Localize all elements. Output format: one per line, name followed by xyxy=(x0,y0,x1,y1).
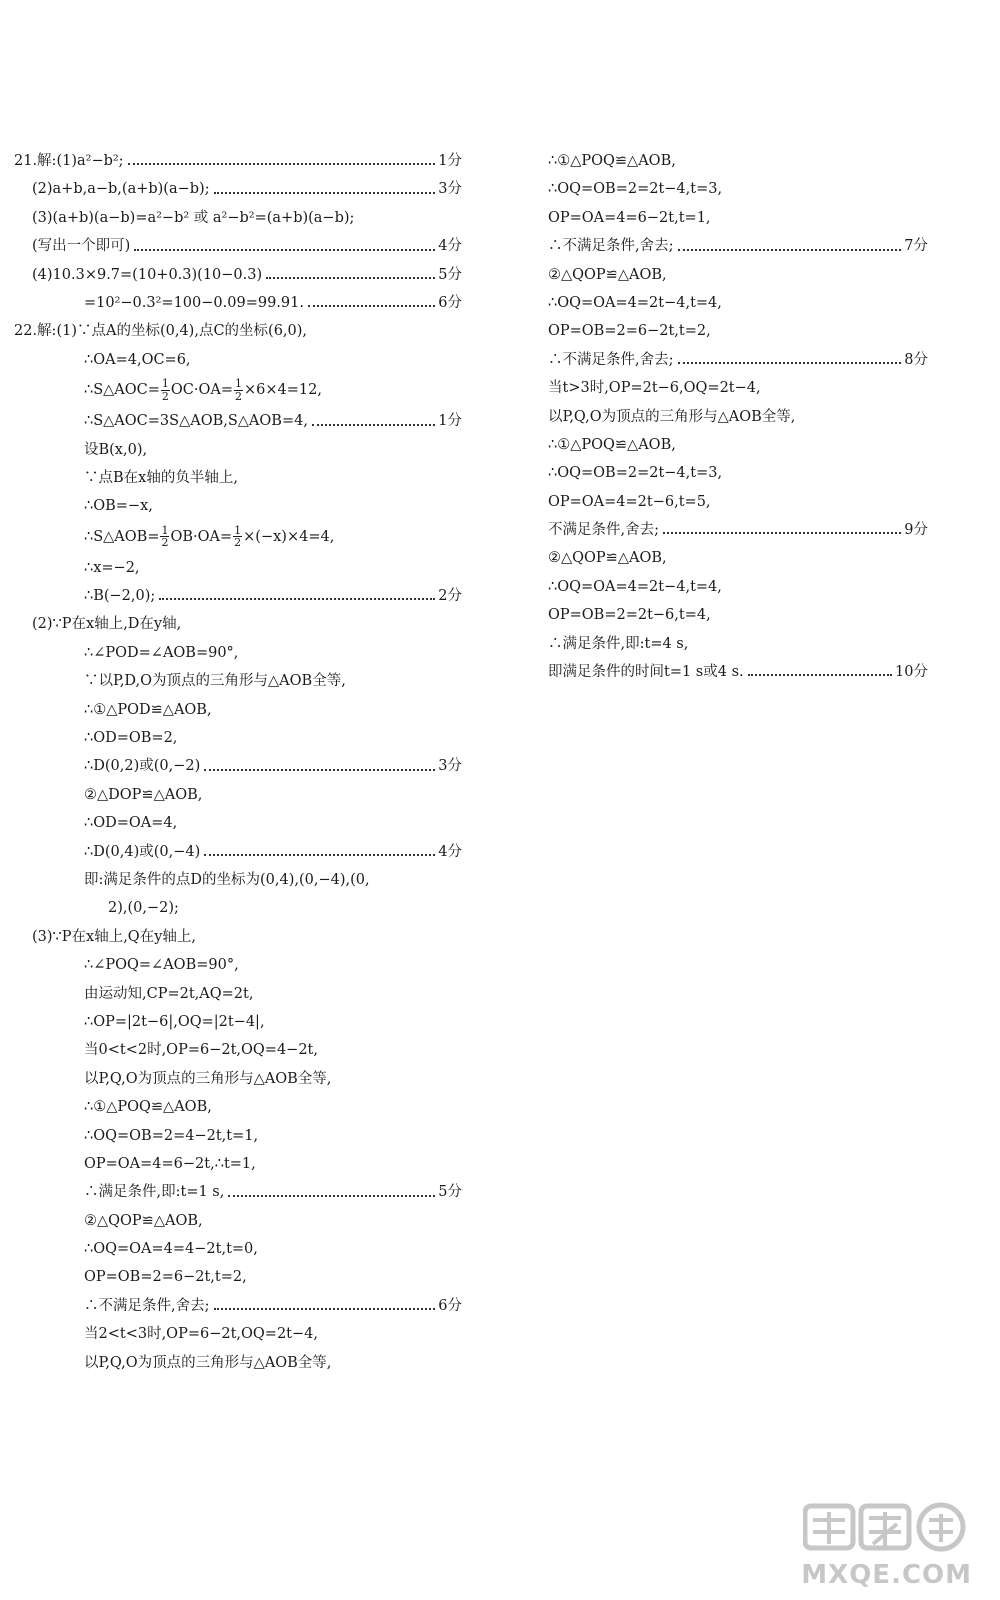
score-mark: 5分 xyxy=(438,1184,462,1201)
left-line xyxy=(14,256,462,284)
dot-leader xyxy=(678,249,902,251)
line-text: 由运动知,CP=2t,AQ=2t, xyxy=(84,985,254,1002)
line-text: ∴①△POQ≌△AOB, xyxy=(84,1099,212,1116)
line-text: ∴OP=|2t−6|,OQ=|2t−4|, xyxy=(84,1013,265,1030)
right-line xyxy=(548,142,928,170)
score-mark: 5分 xyxy=(438,266,462,283)
dot-leader xyxy=(663,532,901,534)
right-line xyxy=(548,369,928,397)
left-line xyxy=(14,776,462,804)
line-text: ∴不满足条件,舍去; xyxy=(548,238,674,255)
line-text: ②△QOP≌△AOB, xyxy=(548,550,667,567)
right-line xyxy=(548,539,928,567)
right-line xyxy=(548,284,928,312)
left-line xyxy=(14,431,462,459)
left-line xyxy=(14,1117,462,1145)
left-line xyxy=(14,284,462,312)
line-text: ∵点B在x轴的负半轴上, xyxy=(84,469,238,486)
watermark-site: MXQE.COM xyxy=(801,1560,972,1590)
score-mark: 1分 xyxy=(438,413,462,430)
left-line xyxy=(14,1060,462,1088)
dot-leader xyxy=(228,1195,435,1197)
line-text: (写出一个即可) xyxy=(32,238,131,255)
left-line xyxy=(14,1258,462,1286)
line-text: ∴D(0,2)或(0,−2) xyxy=(84,758,201,775)
left-line xyxy=(14,691,462,719)
left-line xyxy=(14,861,462,889)
dot-leader xyxy=(204,854,435,856)
line-text: OP=OA=4=6−2t,t=1, xyxy=(548,209,711,226)
right-line xyxy=(548,426,928,454)
line-text: ∵以P,D,O为顶点的三角形与△AOB全等, xyxy=(84,673,346,690)
fraction: $\frac{1}{2}$ xyxy=(234,523,242,550)
left-line xyxy=(14,634,462,662)
left-line xyxy=(14,662,462,690)
line-text: OP=OA=4=6−2t,∴t=1, xyxy=(84,1155,256,1172)
left-line xyxy=(14,1287,462,1315)
watermark-logo xyxy=(803,1502,968,1552)
line-text: ∴OQ=OA=4=4−2t,t=0, xyxy=(84,1241,258,1258)
line-text: 以P,Q,O为顶点的三角形与△AOB全等, xyxy=(84,1354,332,1371)
score-mark: 7分 xyxy=(904,238,928,255)
fraction: $\frac{1}{2}$ xyxy=(161,523,169,550)
line-text: (3)∵P在x轴上,Q在y轴上, xyxy=(32,928,196,945)
fraction: $\frac{1}{2}$ xyxy=(161,377,169,403)
right-line xyxy=(548,454,928,482)
right-line xyxy=(548,227,928,255)
score-mark: 9分 xyxy=(904,522,928,539)
line-text: ∴B(−2,0); xyxy=(84,588,156,605)
left-line xyxy=(14,1173,462,1201)
line-text: ∴S△AOC= $\frac{1}{2}$ OC·OA= $\frac{1}{2}$ ×6×4=12, xyxy=(84,377,322,403)
line-text: 当0<t<2时,OP=6−2t,OQ=4−2t, xyxy=(84,1042,318,1059)
left-line xyxy=(14,1145,462,1173)
line-text: (3)(a+b)(a−b)=a²−b² 或 a²−b²=(a+b)(a−b); xyxy=(32,209,355,226)
right-line xyxy=(548,199,928,227)
left-line xyxy=(14,946,462,974)
score-mark: 8分 xyxy=(904,351,928,368)
right-line xyxy=(548,170,928,198)
line-text: 21.解:(1)a²−b²; xyxy=(14,153,124,169)
score-mark: 2分 xyxy=(438,588,462,605)
line-text: 以P,Q,O为顶点的三角形与△AOB全等, xyxy=(84,1070,332,1087)
left-line xyxy=(14,1003,462,1031)
left-line xyxy=(14,1088,462,1116)
right-line xyxy=(548,568,928,596)
dot-leader xyxy=(312,424,435,426)
left-line xyxy=(14,170,462,198)
left-line xyxy=(14,918,462,946)
left-line xyxy=(14,577,462,605)
dot-leader xyxy=(266,277,435,279)
left-line xyxy=(14,747,462,775)
left-line xyxy=(14,199,462,227)
left-line xyxy=(14,487,462,515)
line-text: ∴S△AOC=3S△AOB,S△AOB=4, xyxy=(84,413,308,430)
right-line xyxy=(548,625,928,653)
line-text: ∴S△AOB= $\frac{1}{2}$ OB·OA= $\frac{1}{2}$ ×(−x)×4=4, xyxy=(84,523,335,550)
line-text: ∴∠POD=∠AOB=90°, xyxy=(84,644,239,661)
line-text: ∴∠POQ=∠AOB=90°, xyxy=(84,957,239,974)
line-text: ∴不满足条件,舍去; xyxy=(548,351,674,368)
left-line xyxy=(14,1031,462,1059)
fraction: $\frac{1}{2}$ xyxy=(235,377,243,403)
left-line xyxy=(14,1344,462,1372)
line-text: ②△QOP≌△AOB, xyxy=(548,266,667,283)
left-line xyxy=(14,227,462,255)
line-text: (2)∵P在x轴上,D在y轴, xyxy=(32,616,182,633)
dot-leader xyxy=(214,1308,436,1310)
score-mark: 1分 xyxy=(438,153,462,169)
line-text: 即:满足条件的点D的坐标为(0,4),(0,−4),(0, xyxy=(84,871,370,888)
line-text: ∴①△POQ≌△AOB, xyxy=(548,436,676,453)
line-text: 设B(x,0), xyxy=(84,441,148,458)
right-line xyxy=(548,511,928,539)
right-line xyxy=(548,398,928,426)
right-line xyxy=(548,483,928,511)
line-text: 即满足条件的时间t=1 s或4 s. xyxy=(548,664,744,681)
line-text: OP=OB=2=6−2t,t=2, xyxy=(84,1269,247,1286)
right-column xyxy=(548,142,928,681)
left-line xyxy=(14,312,462,340)
dot-leader xyxy=(128,163,436,165)
score-mark: 4分 xyxy=(438,843,462,860)
line-text: ②△DOP≌△AOB, xyxy=(84,786,203,803)
left-line xyxy=(14,369,462,402)
right-line xyxy=(548,341,928,369)
line-text: ∴满足条件,即:t=1 s, xyxy=(84,1184,225,1201)
score-mark: 3分 xyxy=(438,181,462,198)
line-text: ∴OQ=OA=4=2t−4,t=4, xyxy=(548,578,722,595)
line-text: ∴x=−2, xyxy=(84,559,140,576)
line-text: OP=OB=2=6−2t,t=2, xyxy=(548,323,711,340)
left-column xyxy=(14,142,462,1372)
line-text: ∴OA=4,OC=6, xyxy=(84,351,191,368)
line-text: ∴满足条件,即:t=4 s, xyxy=(548,635,689,652)
left-line xyxy=(14,889,462,917)
line-text: OP=OB=2=2t−6,t=4, xyxy=(548,607,711,624)
left-line xyxy=(14,833,462,861)
left-line xyxy=(14,1315,462,1343)
left-line xyxy=(14,804,462,832)
left-line xyxy=(14,605,462,633)
line-text: ∴D(0,4)或(0,−4) xyxy=(84,843,201,860)
score-mark: 6分 xyxy=(438,294,462,311)
left-line xyxy=(14,975,462,1003)
right-line xyxy=(548,653,928,681)
watermark xyxy=(798,1502,978,1592)
line-text: ∴OD=OA=4, xyxy=(84,815,178,832)
right-line xyxy=(548,256,928,284)
line-text: ∴不满足条件,舍去; xyxy=(84,1297,210,1314)
score-mark: 10分 xyxy=(895,664,928,681)
left-line xyxy=(14,402,462,430)
left-line xyxy=(14,719,462,747)
score-mark: 4分 xyxy=(438,238,462,255)
dot-leader xyxy=(159,598,435,600)
line-text: 22.解:(1)∵点A的坐标(0,4),点C的坐标(6,0), xyxy=(14,323,308,340)
dot-leader xyxy=(678,362,902,364)
right-line xyxy=(548,312,928,340)
left-line xyxy=(14,549,462,577)
line-text: ∴OB=−x, xyxy=(84,498,153,515)
dot-leader xyxy=(308,305,435,307)
left-line xyxy=(14,516,462,549)
line-text: (4)10.3×9.7=(10+0.3)(10−0.3) xyxy=(32,266,263,283)
line-text: ②△QOP≌△AOB, xyxy=(84,1212,203,1229)
dot-leader xyxy=(204,769,435,771)
left-line xyxy=(14,142,462,170)
line-text: =10²−0.3²=100−0.09=99.91. xyxy=(84,294,304,311)
dot-leader xyxy=(134,249,435,251)
left-line xyxy=(14,1230,462,1258)
left-line xyxy=(14,459,462,487)
score-mark: 3分 xyxy=(438,758,462,775)
dot-leader xyxy=(748,674,892,676)
line-text: 2),(0,−2); xyxy=(108,900,179,917)
line-text: ∴OQ=OB=2=2t−4,t=3, xyxy=(548,465,723,482)
line-text: 当2<t<3时,OP=6−2t,OQ=2t−4, xyxy=(84,1326,318,1343)
line-text: 以P,Q,O为顶点的三角形与△AOB全等, xyxy=(548,408,796,425)
line-text: (2)a+b,a−b,(a+b)(a−b); xyxy=(32,181,210,198)
line-text: 当t>3时,OP=2t−6,OQ=2t−4, xyxy=(548,380,761,397)
line-text: ∴OD=OB=2, xyxy=(84,730,178,747)
score-mark: 6分 xyxy=(438,1297,462,1314)
line-text: ∴①△POQ≌△AOB, xyxy=(548,153,676,169)
line-text: ∴①△POD≌△AOB, xyxy=(84,701,212,718)
line-text: OP=OA=4=2t−6,t=5, xyxy=(548,493,711,510)
line-text: ∴OQ=OB=2=2t−4,t=3, xyxy=(548,181,723,198)
line-text: ∴OQ=OA=4=2t−4,t=4, xyxy=(548,294,722,311)
dot-leader xyxy=(214,192,436,194)
right-line xyxy=(548,596,928,624)
left-line xyxy=(14,1202,462,1230)
line-text: ∴OQ=OB=2=4−2t,t=1, xyxy=(84,1127,259,1144)
left-line xyxy=(14,341,462,369)
line-text: 不满足条件,舍去; xyxy=(548,522,659,539)
